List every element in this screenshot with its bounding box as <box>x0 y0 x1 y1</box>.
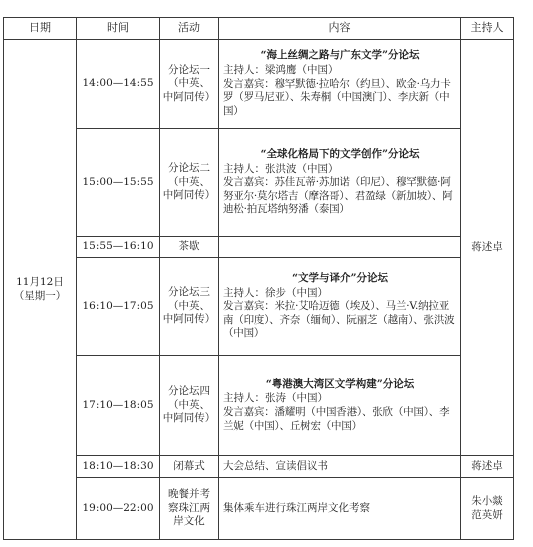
date-line: 11月12日 <box>16 275 64 288</box>
moderator-line: 主持人：张涛（中国） <box>223 392 328 405</box>
activity-line: 分论坛四 <box>168 385 210 398</box>
activity-line: （中英、 <box>168 398 210 411</box>
content-cell <box>219 456 461 478</box>
table-row <box>4 456 514 478</box>
activity-cell <box>160 258 219 356</box>
activity-cell <box>160 237 219 258</box>
session-title: “海上丝绸之路与广东文学”分论坛 <box>260 49 420 62</box>
activity-line: 中阿同传） <box>162 412 216 425</box>
content-cell <box>219 129 461 237</box>
activity-line: 中阿同传） <box>162 189 216 202</box>
session-title: “全球化格局下的文学创作”分论坛 <box>260 147 420 160</box>
table-row <box>4 237 514 258</box>
time-cell: 17:10—18:05 <box>77 356 160 456</box>
session-title: “文学与译介”分论坛 <box>291 271 389 284</box>
activity-cell <box>160 40 219 129</box>
session-title: “粤港澳大湾区文学构建”分论坛 <box>265 377 415 390</box>
content-cell <box>219 356 461 456</box>
moderator-line: 主持人：梁鸿鹰（中国） <box>223 64 339 77</box>
header-host: 主持人 <box>461 18 514 40</box>
activity-line: 分论坛二 <box>168 162 210 175</box>
activity-line: （中英、 <box>168 299 210 312</box>
content-cell <box>219 237 461 258</box>
header-date: 日期 <box>4 18 77 40</box>
speakers-line: 发言嘉宾：潘耀明（中国香港）、张欣（中国）、李兰妮（中国）、丘树宏（中国） <box>223 406 450 432</box>
activity-line: 分论坛一 <box>168 63 210 76</box>
activity-cell <box>160 456 219 478</box>
host-line: 范英妍 <box>471 508 503 521</box>
activity-line: 岸文化 <box>173 515 205 528</box>
closing-line: 大会总结、宣读倡议书 <box>223 459 328 472</box>
time-cell: 15:00—15:55 <box>77 129 160 237</box>
content-cell <box>219 478 461 540</box>
activity-line: 察珠江两 <box>168 501 210 514</box>
table-row <box>4 356 514 456</box>
evening-line: 集体乘车进行珠江两岸文化考察 <box>223 501 370 514</box>
table-row <box>4 478 514 540</box>
weekday-line: （星期一） <box>13 289 67 302</box>
date-cell <box>4 40 77 540</box>
activity-line: 中阿同传） <box>162 313 216 326</box>
activity-cell <box>160 356 219 456</box>
activity-line: 晚餐并考 <box>168 488 210 501</box>
activity-line: （中英、 <box>168 77 210 90</box>
time-cell: 15:55—16:10 <box>77 237 160 258</box>
activity-cell <box>160 129 219 237</box>
host-cell <box>461 478 514 540</box>
activity-line: 中阿同传） <box>162 90 216 103</box>
speakers-line: 发言嘉宾：穆罕默德·拉哈尔（约旦）、欧金·乌力卡罗（罗马尼亚）、朱寿桐（中国澳门）、李庆新（中国） <box>223 77 451 117</box>
time-cell: 16:10—17:05 <box>77 258 160 356</box>
header-row <box>4 18 514 40</box>
activity-cell <box>160 478 219 540</box>
header-content: 内容 <box>219 18 461 40</box>
header-time: 时间 <box>77 18 160 40</box>
header-activity: 活动 <box>160 18 219 40</box>
content-cell <box>219 40 461 129</box>
moderator-line: 主持人：徐步（中国） <box>223 286 328 299</box>
activity-line: （中英、 <box>168 175 210 188</box>
table-row <box>4 258 514 356</box>
moderator-line: 主持人：张洪波（中国） <box>223 162 339 175</box>
time-cell: 19:00—22:00 <box>77 478 160 540</box>
speakers-line: 发言嘉宾：米拉·艾哈迈德（埃及）、马兰·V.纳拉亚南（印度）、齐奈（缅甸）、阮丽芝（越南）、张洪波（中国） <box>223 300 455 340</box>
host-line: 朱小燚 <box>471 494 503 507</box>
table-row <box>4 129 514 237</box>
activity-line: 茶歇 <box>178 240 200 253</box>
speakers-line: 发言嘉宾：苏佳瓦蒂·苏加诺（印尼）、穆罕默德·阿努亚尔·莫尔塔吉（摩洛哥）、君盈绿（新加坡）、阿迪松·拍瓦塔纳努潘（泰国） <box>223 176 453 216</box>
table-row <box>4 40 514 129</box>
time-cell: 18:10—18:30 <box>77 456 160 478</box>
schedule-table <box>3 17 514 540</box>
time-cell: 14:00—14:55 <box>77 40 160 129</box>
activity-line: 闭幕式 <box>173 459 205 472</box>
host-cell: 蒋述卓 <box>461 40 514 456</box>
content-cell <box>219 258 461 356</box>
host-cell: 蒋述卓 <box>461 456 514 478</box>
activity-line: 分论坛三 <box>168 286 210 299</box>
